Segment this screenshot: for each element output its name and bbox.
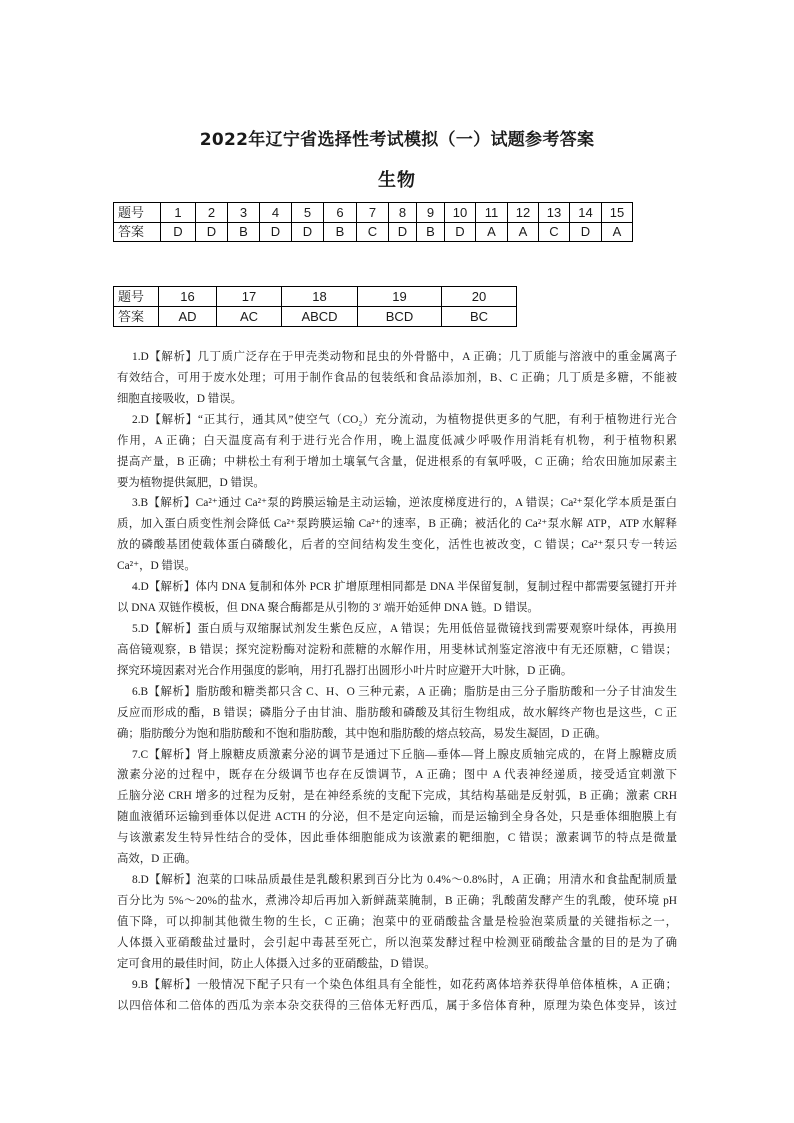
question-number-cell: 1: [161, 203, 196, 223]
question-number-cell: 15: [602, 203, 633, 223]
explanation-line: 有效结合，可用于废水处理；可用于制作食品的包装纸和食品添加剂，B、C 正确；几丁质是多糖，不能被: [117, 371, 677, 384]
explanation-line: 人体摄入亚硝酸盐过量时，会引起中毒甚至死亡，所以泡菜发酵过程中检测亚硝酸盐含量的目的是为了确: [117, 936, 677, 949]
question-number-label: 题号: [114, 287, 159, 307]
question-number-cell: 5: [292, 203, 324, 223]
explanation-line: 值下降，可以抑制其他微生物的生长，C 正确；泡菜中的亚硝酸盐含量是检验泡菜质量的关键指标之一，: [117, 915, 677, 928]
answer-cell: D: [389, 222, 417, 242]
answer-cell: D: [570, 222, 602, 242]
explanation-line: 9.B【解析】一般情况下配子只有一个染色体组具有全能性，如花药离体培养获得单倍体植株，A 正确；: [132, 978, 677, 991]
answer-cell: AD: [159, 307, 217, 327]
question-number-row: [114, 203, 633, 223]
explanation-line: 丘脑分泌 CRH 增多的过程为反射，是在神经系统的支配下完成，其结构基础是反射弧，B 正确；激素 CRH: [117, 790, 677, 803]
answer-cell: B: [417, 222, 445, 242]
answer-cell: D: [196, 222, 228, 242]
answer-cell: D: [161, 222, 196, 242]
explanation-item: [117, 619, 677, 682]
question-number-cell: 13: [539, 203, 570, 223]
question-number-cell: 8: [389, 203, 417, 223]
question-number-cell: 18: [282, 287, 358, 307]
question-number-row: [114, 287, 517, 307]
explanation-line: 确；脂肪酸分为饱和脂肪酸和不饱和脂肪酸，其中饱和脂肪酸的熔点较高，易发生凝固，D 正确。: [117, 727, 607, 740]
answer-cell: C: [357, 222, 389, 242]
question-number-cell: 14: [570, 203, 602, 223]
explanation-line: 要为植物提供氮肥，D 错误。: [117, 476, 265, 489]
answer-table-16-20: [113, 286, 517, 327]
explanation-line: 提高产量，B 正确；中耕松土有利于增加土壤氧气含量，促进根系的有氧呼吸，C 正确；给农田施加尿素主: [117, 455, 677, 468]
explanation-line: Ca²⁺，D 错误。: [117, 560, 196, 573]
answer-cell: D: [445, 222, 476, 242]
answer-row: [114, 307, 517, 327]
explanation-item: [117, 682, 677, 745]
subject-heading: 生物: [378, 170, 416, 191]
explanation-line: 作用，A 正确；白天温度高有利于进行光合作用，晚上温度低减少呼吸作用消耗有机物，利于植物积累: [117, 434, 677, 447]
question-number-cell: 16: [159, 287, 217, 307]
answer-cell: A: [602, 222, 633, 242]
answer-table-1-15: [113, 202, 633, 242]
question-number-cell: 6: [324, 203, 357, 223]
question-number-cell: 19: [358, 287, 442, 307]
answer-cell: BCD: [358, 307, 442, 327]
question-number-cell: 2: [196, 203, 228, 223]
explanation-line: 6.B【解析】脂肪酸和糖类都只含 C、H、O 三种元素，A 正确；脂肪是由三分子脂肪酸和一分子甘油发生: [132, 685, 677, 698]
explanation-line: 以四倍体和二倍体的西瓜为亲本杂交获得的三倍体无籽西瓜，属于多倍体育种，原理为染色体变异，该过: [117, 999, 677, 1012]
explanation-line: 定可食用的最佳时间，防止人体摄入过多的亚硝酸盐，D 错误。: [117, 957, 436, 970]
answer-label: 答案: [114, 307, 159, 327]
explanation-line: 质，加入蛋白质变性剂会降低 Ca²⁺泵跨膜运输 Ca²⁺的速率，B 正确；被活化的 Ca²⁺泵水解 ATP，ATP 水解释: [117, 518, 677, 531]
explanation-line: 与该激素发生特异性结合的受体，因此垂体细胞能成为该激素的靶细胞，C 错误；激素调节的特点是微量: [117, 832, 677, 845]
explanation-line: 激素分泌的过程中，既存在分级调节也存在反馈调节，A 正确；图中 A 代表神经递质，接受适宜刺激下: [117, 769, 677, 782]
question-number-cell: 7: [357, 203, 389, 223]
question-number-cell: 11: [476, 203, 508, 223]
explanation-line: 反应而形成的酯，B 错误；磷脂分子由甘油、脂肪酸和磷酸及其衍生物组成，故水解终产物也是这些，C 正: [117, 706, 677, 719]
explanation-item: [117, 870, 677, 975]
explanation-line: 以 DNA 双链作模板，但 DNA 聚合酶都是从引物的 3′ 端开始延伸 DNA 链。D 错误。: [117, 602, 539, 615]
question-number-cell: 17: [217, 287, 282, 307]
document-title: 2022年辽宁省选择性考试模拟（一）试题参考答案: [199, 130, 595, 150]
answer-cell: D: [292, 222, 324, 242]
answer-cell: BC: [442, 307, 517, 327]
explanation-item: [117, 347, 677, 410]
explanation-line: 7.C【解析】肾上腺糖皮质激素分泌的调节是通过下丘脑—垂体—肾上腺皮质轴完成的，在肾上腺糖皮质: [132, 748, 677, 761]
explanation-item: [117, 577, 677, 619]
explanation-line: 高效，D 正确。: [117, 853, 197, 866]
question-number-cell: 20: [442, 287, 517, 307]
explanation-line: 5.D【解析】蛋白质与双缩脲试剂发生紫色反应，A 错误；先用低倍显微镜找到需要观察叶绿体，再换用: [132, 622, 677, 635]
answer-cell: ABCD: [282, 307, 358, 327]
question-number-cell: 4: [260, 203, 292, 223]
question-number-cell: 9: [417, 203, 445, 223]
answer-cell: C: [539, 222, 570, 242]
explanation-line: 2.D【解析】“正其行，通其风”使空气（CO₂）充分流动，为植物提供更多的气肥，有利于植物进行光合: [132, 413, 677, 426]
explanation-line: 4.D【解析】体内 DNA 复制和体外 PCR 扩增原理相同都是 DNA 半保留复制，复制过程中都需要氢键打开并: [132, 581, 677, 594]
answer-row: [114, 222, 633, 242]
explanation-list: [117, 347, 677, 1017]
explanation-item: [117, 745, 677, 871]
answer-cell: A: [476, 222, 508, 242]
explanation-line: 探究环境因素对光合作用强度的影响，用打孔器打出圆形小叶片时应避开大叶脉，D 正确。: [117, 664, 573, 677]
question-number-cell: 3: [228, 203, 260, 223]
answer-cell: A: [508, 222, 539, 242]
answer-cell: D: [260, 222, 292, 242]
question-number-cell: 10: [445, 203, 476, 223]
explanation-line: 8.D【解析】泡菜的口味品质最佳是乳酸积累到百分比为 0.4%～0.8%时，A 正确；用清水和食盐配制质量: [132, 874, 677, 887]
explanation-line: 百分比为 5%～20%的盐水，煮沸冷却后再加入新鲜蔬菜腌制，B 正确；乳酸菌发酵产生的乳酸，使环境 pH: [117, 894, 677, 907]
explanation-line: 细胞直接吸收，D 错误。: [117, 392, 242, 405]
explanation-line: 随血液循环运输到垂体以促进 ACTH 的分泌，但不是定向运输，而是运输到全身各处，只是垂体细胞膜上有: [117, 811, 677, 824]
answer-cell: B: [324, 222, 357, 242]
explanation-line: 3.B【解析】Ca²⁺通过 Ca²⁺泵的跨膜运输是主动运输，逆浓度梯度进行的，A 错误；Ca²⁺泵化学本质是蛋白: [132, 497, 677, 510]
explanation-line: 高倍镜观察，B 错误；探究淀粉酶对淀粉和蔗糖的水解作用，用斐林试剂鉴定溶液中有无还原糖，C 错误；: [117, 643, 677, 656]
question-number-label: 题号: [114, 203, 161, 223]
explanation-item: [117, 410, 677, 494]
answer-label: 答案: [114, 222, 161, 242]
question-number-cell: 12: [508, 203, 539, 223]
answer-cell: AC: [217, 307, 282, 327]
answer-cell: B: [228, 222, 260, 242]
explanation-item: [117, 493, 677, 577]
explanation-line: 放的磷酸基团使载体蛋白磷酸化，后者的空间结构发生变化，活性也被改变，C 错误；Ca²⁺泵只专一转运: [117, 539, 677, 552]
explanation-item: [117, 975, 677, 1017]
explanation-line: 1.D【解析】几丁质广泛存在于甲壳类动物和昆虫的外骨骼中，A 正确；几丁质能与溶液中的重金属离子: [132, 351, 677, 363]
